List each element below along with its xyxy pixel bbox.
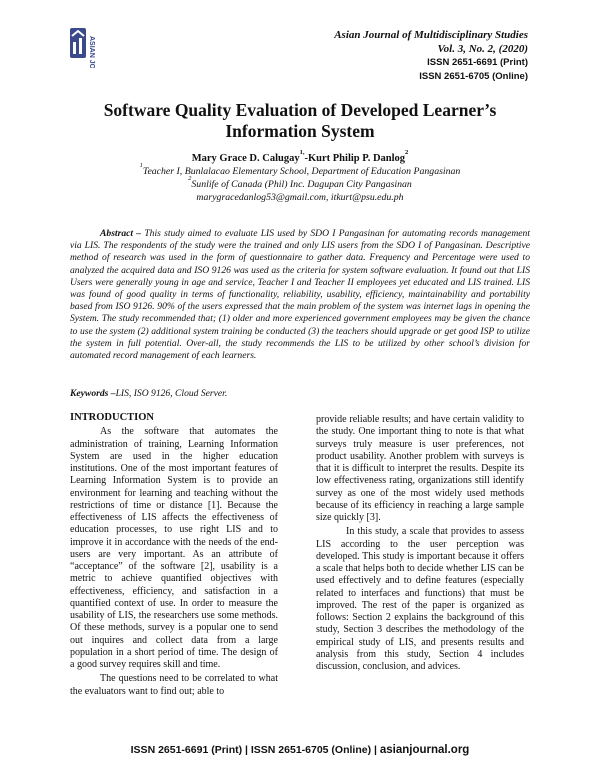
author-2-sup: 2 [405, 149, 409, 156]
paragraph: In this study, a scale that provides to assess LIS according to the user perception was developed. This study is important because it offers a scale that helps both to decide whether LIS can be used effectively and to define features (especially related to interfaces and functions) that must be improved. The rest of the paper is organized as follows: Section 2 explains the background of this study, Section 3 describes the methodology of the empirical study of LIS, and presents results and analysis from this study, Section 4 includes discussion, conclusion, and advices. [316, 526, 524, 672]
keywords-text: LIS, ISO 9126, Cloud Server. [115, 388, 228, 399]
affiliation-2-text: Sunlife of Canada (Phil) Inc. Dagupan City Pangasinan [191, 179, 412, 190]
author-block [70, 149, 530, 204]
affiliation-1 [70, 162, 530, 178]
journal-info [334, 28, 528, 84]
author-emails: marygracedanlog53@gmail.com, itkurt@psu.edu.ph [196, 192, 404, 203]
keywords [70, 388, 530, 399]
page-footer [0, 744, 600, 756]
journal-logo-icon [68, 22, 118, 68]
issn-online: ISSN 2651-6705 (Online) [419, 71, 528, 82]
aff-1-sup: 1 [139, 162, 143, 169]
affiliation-2 [70, 175, 530, 191]
abstract [70, 228, 530, 362]
journal-volume: Vol. 3, No. 2, (2020) [437, 43, 528, 55]
footer-site-link[interactable]: asianjournal.org [379, 744, 470, 756]
affiliation-1-text: Teacher I, Bunlalacao Elementary School, Department of Education Pangasinan [142, 166, 461, 177]
journal-name: Asian Journal of Multidisciplinary Studies [334, 29, 528, 41]
author-1-sup: 1, [299, 149, 305, 156]
author-1: Mary Grace D. Calugay [191, 153, 300, 164]
keywords-label: Keywords – [70, 388, 116, 399]
title-line-1: Software Quality Evaluation of Developed Learner’s [103, 100, 497, 120]
right-column [316, 414, 524, 673]
paragraph: As the software that automates the administration of training, Learning Information System are used in the higher education institutions. One of the most important features of Learning Information System is to provide an environment for learning and teaching without the restrictions of time or distance [1]. Because the effectiveness of LIS affects the effectiveness of education processes, to use right LIS and to improve it in accordance with the needs of the end-users are very important. As an attribute of “acceptance” of the software [2], usability is a metric to achieve quantified objectives with effectiveness, efficiency, and satisfaction in a quantified context of use. In order to measure the usability of LIS, the researchers use some methods. Of these methods, survey is a popular one to send out inquires and collect data from a large population in a short period of time. The design of a good survey requires skill and time. [70, 426, 278, 670]
footer-issn: ISSN 2651-6691 (Print) | ISSN 2651-6705 (Online) | [130, 744, 377, 756]
author-names: Mary Grace D. Calugay$^{1,}$-Kurt Philip P. Danlog$^2$ [191, 149, 409, 164]
paper-title [70, 100, 530, 142]
title-line-2: Information System [225, 121, 375, 141]
journal-logo [68, 22, 118, 68]
logo-text: ASIAN JOURNAL [88, 36, 95, 68]
paragraph: provide reliable results; and have certain validity to the study. One important thing to note is that what surveys truly measure is user preferences, not product usability. Another problem with surveys is that it is difficult to interpret the results. Despite its low effectiveness rating, organizations still identify survey as one of the most widely used methods because of its efficiency in reaching a large sample size quickly [3]. [316, 414, 524, 523]
left-column [70, 412, 278, 698]
aff-2-sup: 2 [188, 175, 192, 182]
section-heading-introduction: INTRODUCTION [70, 412, 155, 423]
abstract-label: Abstract – [100, 228, 142, 239]
abstract-text: This study aimed to evaluate LIS used by SDO I Pangasinan for automating records management via LIS. The respondents of the study were the trained and only LIS users from the SDO I of Pangasinan. Descriptive method of research was used in the form of questionnaire to gather data. Frequency and Percentage were used to analyzed the acquired data and ISO 9126 was used as the criteria for system software evaluation. It found out that LIS Users were generally young in age and service, Teacher I and Teacher II employees yet educated and LIS trained. LIS was found of good quality in terms of functionality, reliability, usability, efficiency, maintainability and portability based from ISO 9126. 90% of the users expressed that the main problem of the system was internet lags in opening the System. The study recommended that; (1) older and more experienced government employees may be given the chance to use the system (2) additional system training be conducted (3) the teachers should upgrade or get good ISP to utilize the system in full potential. Over-all, the study recommends the LIS to be utilized by other school’s division for automated record management of each learners. [70, 228, 531, 362]
author-2: Kurt Philip P. Danlog [307, 153, 406, 164]
issn-print: ISSN 2651-6691 (Print) [427, 57, 528, 68]
paragraph: The questions need to be correlated to what the evaluators want to find out; able to [70, 673, 278, 697]
